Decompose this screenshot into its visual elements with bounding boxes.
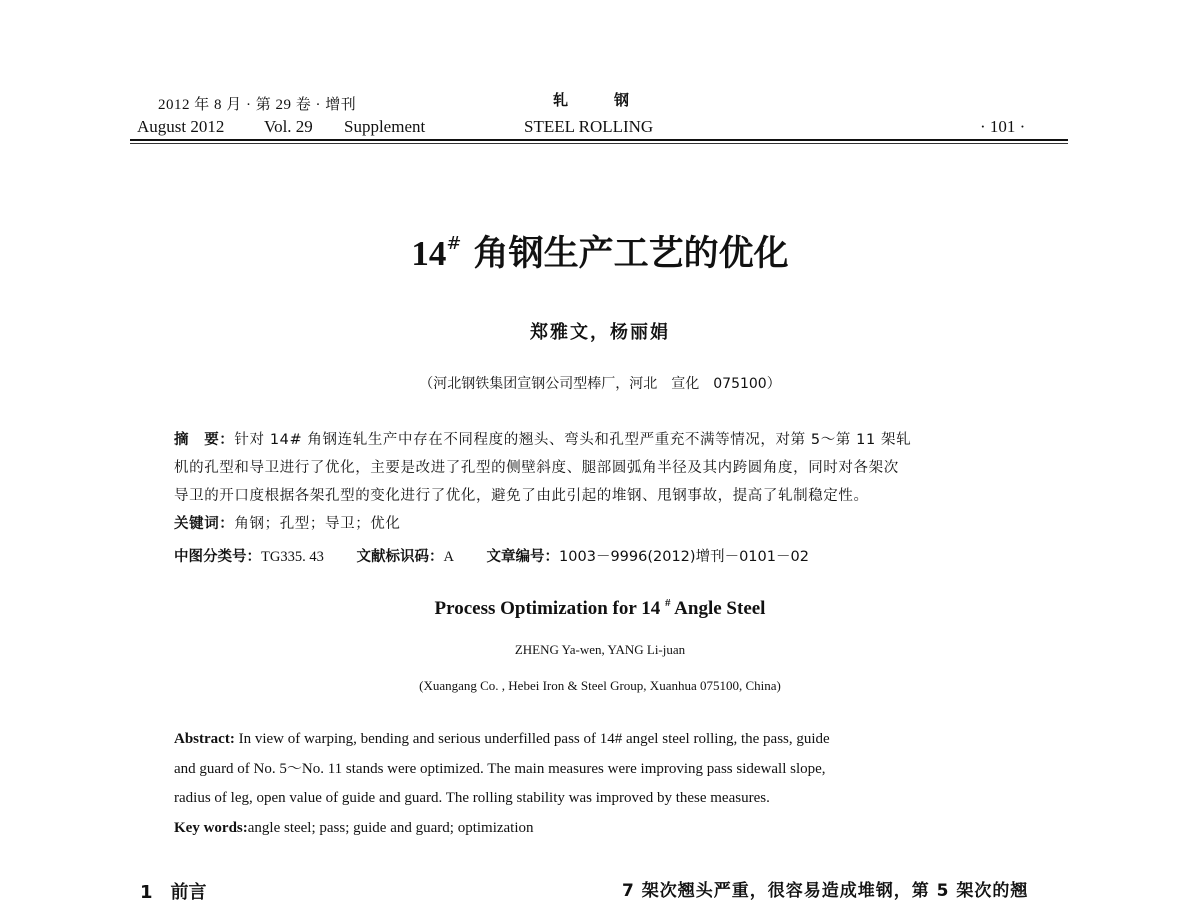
title-en-mark: # bbox=[664, 597, 671, 609]
keywords-cn-value: 角钢；孔型；导卫；优化 bbox=[234, 516, 401, 532]
header-journal-cn: 轧钢 bbox=[553, 91, 676, 109]
abstract-cn bbox=[174, 426, 1034, 538]
affiliation-cn: （河北钢铁集团宣钢公司型棒厂，河北 宣化 075100） bbox=[419, 376, 781, 392]
article-id-value: 1003－9996(2012)增刊－0101－02 bbox=[559, 549, 809, 565]
abstract-en-line-1: Abstract: In view of warping, bending and serious underfilled pass of 14# angel steel rolling, the pass, guide bbox=[174, 731, 830, 747]
header-rule-thin bbox=[130, 143, 1068, 144]
authors-en: ZHENG Ya-wen, YANG Li-juan bbox=[514, 642, 686, 657]
title-number: 14 bbox=[411, 234, 447, 273]
abstract-en-label: Abstract: bbox=[174, 731, 235, 747]
doc-code-label: 文献标识码： bbox=[356, 549, 444, 565]
header-issue: Supplement bbox=[344, 117, 426, 136]
affiliation-en: (Xuangang Co. , Hebei Iron & Steel Group, Xuanhua 075100, China) bbox=[419, 678, 781, 693]
article-title-cn bbox=[0, 226, 1200, 276]
page-number: · 101 · bbox=[980, 117, 1026, 136]
doc-code-value: A bbox=[443, 549, 454, 565]
abstract-en bbox=[174, 725, 830, 843]
clc-value: TG335. 43 bbox=[261, 549, 324, 565]
authors-cn: 郑雅文，杨丽娟 bbox=[530, 322, 670, 343]
abstract-cn-line-2: 机的孔型和导卫进行了优化，主要是改进了孔型的侧壁斜度、腿部圆弧角半径及其内跨圆角度，同时对各架次 bbox=[174, 460, 899, 476]
article-title-en: Process Optimization for 14 # Angle Steel bbox=[434, 597, 766, 619]
classification-line bbox=[174, 545, 809, 566]
keywords-en bbox=[174, 814, 830, 844]
body-text-right-column: 7 架次翘头严重，很容易造成堆钢，第 5 架次的翘 bbox=[622, 881, 1029, 901]
clc-label: 中图分类号： bbox=[174, 549, 261, 565]
keywords-cn-label: 关键词： bbox=[174, 516, 235, 532]
keywords-en-label: Key words: bbox=[174, 819, 248, 836]
article-id-label: 文章编号： bbox=[486, 549, 560, 565]
section-heading-introduction: 1 前言 bbox=[140, 882, 207, 903]
abstract-cn-label: 摘 要： bbox=[174, 432, 235, 448]
abstract-en-line-3: radius of leg, open value of guide and guard. The rolling stability was improved by these measures. bbox=[174, 790, 770, 806]
keywords-cn bbox=[174, 510, 1034, 538]
abstract-cn-line-1: 摘 要：针对 14# 角钢连轧生产中存在不同程度的翘头、弯头和孔型严重充不满等情况，对第 5～第 11 架轧 bbox=[174, 432, 912, 448]
title-mark: # bbox=[446, 233, 462, 254]
abstract-en-line-2: and guard of No. 5～No. 11 stands were optimized. The main measures were improving pass sidewall slope, bbox=[174, 760, 826, 777]
header-rule bbox=[130, 139, 1068, 141]
header-date-en: August 2012 bbox=[137, 117, 225, 136]
header-journal-en: STEEL ROLLING bbox=[524, 117, 654, 136]
header-volume: Vol. 29 bbox=[264, 117, 313, 136]
keywords-en-value: angle steel; pass; guide and guard; optimization bbox=[247, 819, 534, 836]
title-text: 角钢生产工艺的优化 bbox=[473, 234, 789, 274]
abstract-cn-line-3: 导卫的开口度根据各架孔型的变化进行了优化，避免了由此引起的堆钢、甩钢事故，提高了轧制稳定性。 bbox=[174, 488, 869, 504]
header-date-cn: 2012 年 8 月 · 第 29 卷 · 增刊 bbox=[158, 97, 357, 113]
